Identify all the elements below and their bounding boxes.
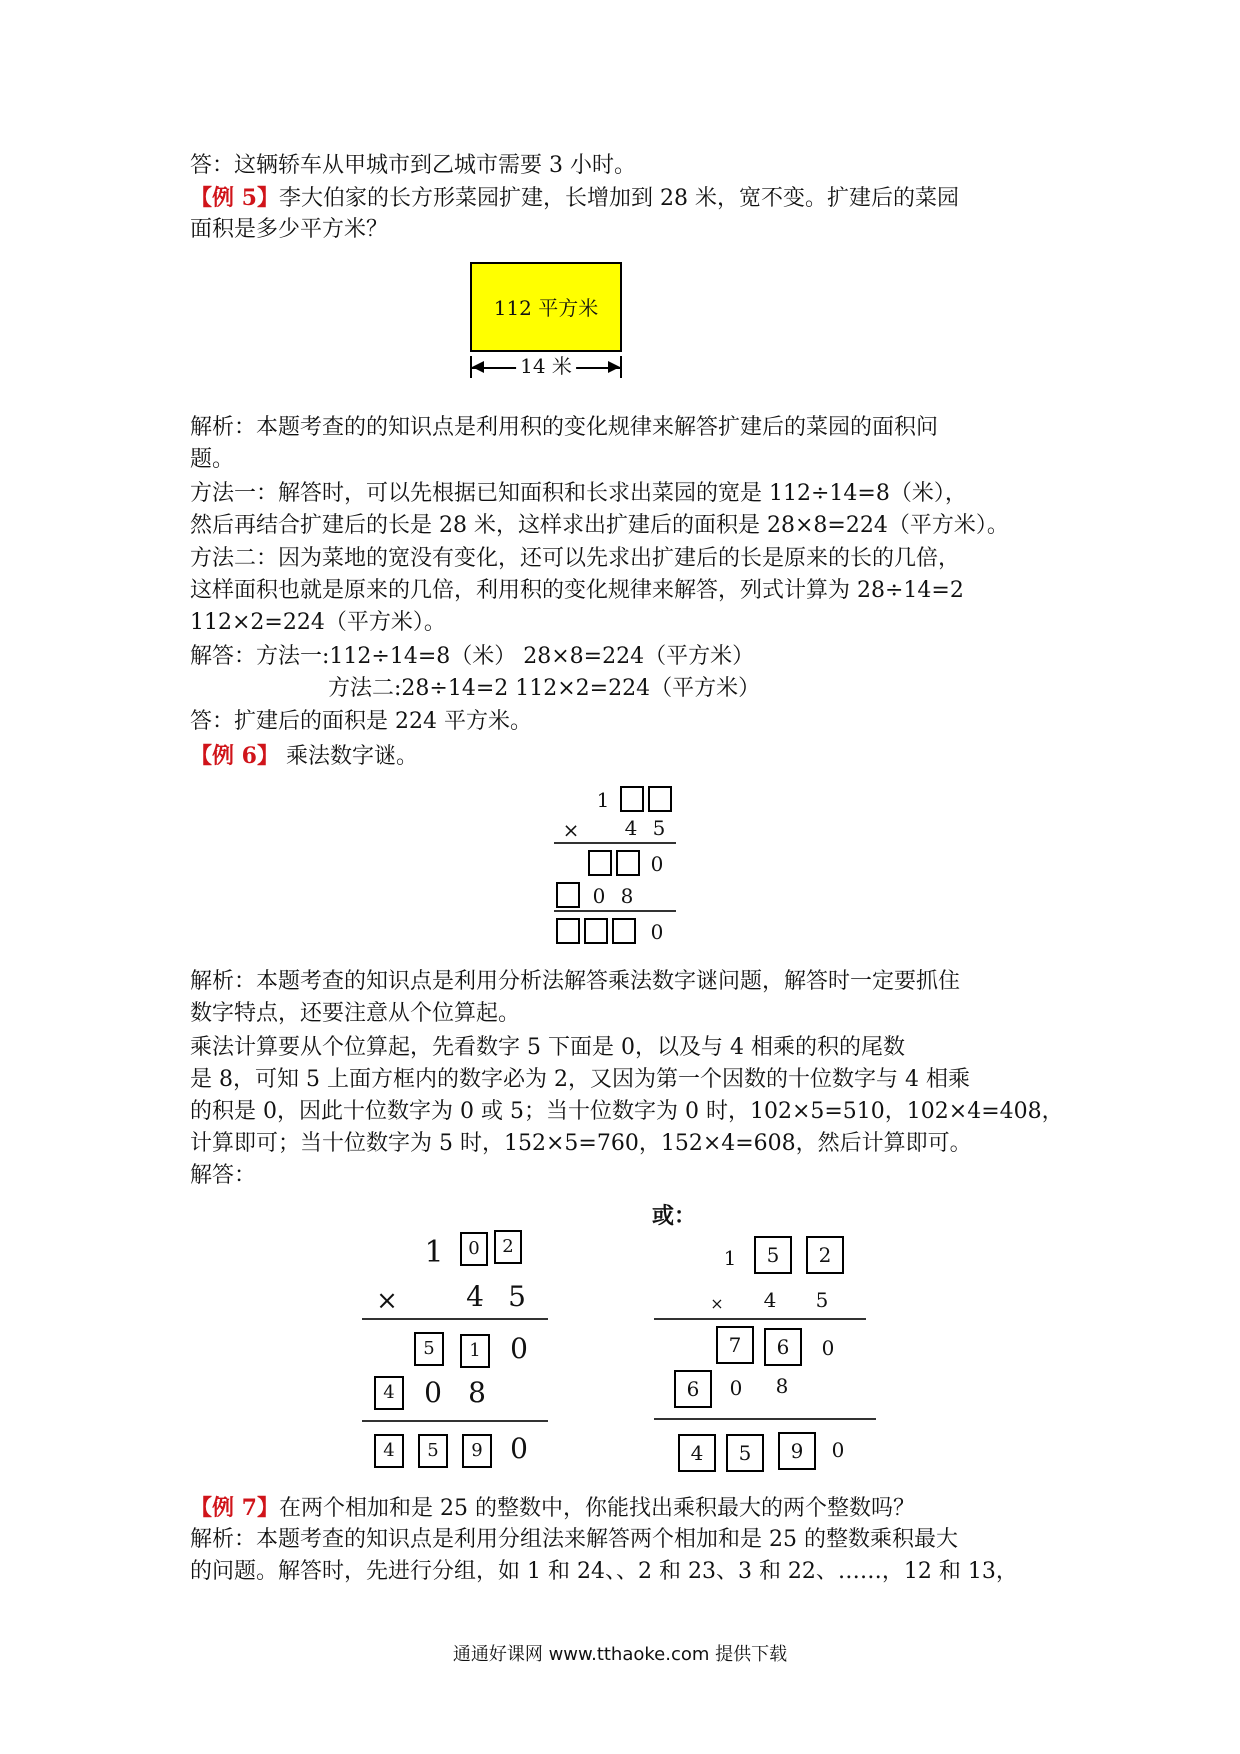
analysis6-line-2: 数字特点，还要注意从个位算起。 [190,1001,521,1026]
solution-rule [362,1420,548,1422]
puzzle-digit: 0 [592,884,606,908]
solution-digit: 0 [424,1376,442,1409]
method1-line-1: 方法一：解答时，可以先根据已知面积和长求出菜园的宽是 112÷14=8（米）， [190,481,967,506]
solution-digit: 4 [763,1288,777,1312]
solution-box: 5 [726,1434,764,1472]
solution-digit: 0 [510,1332,528,1365]
puzzle-box [556,882,580,908]
solution-box: 9 [462,1434,492,1468]
solution-sign: × [710,1294,724,1313]
method1-line-2: 然后再结合扩建后的长是 28 米，这样求出扩建后的面积是 28×8=224（平方米）。 [190,513,1009,538]
solution-rule [362,1318,548,1320]
solution-box: 6 [764,1328,802,1366]
solution-digit: 5 [815,1288,829,1312]
analysis6-line-6: 计算即可；当十位数字为 5 时，152×5=760，152×4=608，然后计算即可。 [190,1131,972,1156]
puzzle-box [588,850,612,876]
solution-line-2: 方法二:28÷14=2 112×2=224（平方米） [328,676,761,701]
solution-box: 4 [678,1434,716,1472]
solution-digit: 0 [831,1438,845,1462]
page-footer: 通通好课网 www.tthaoke.com 提供下载 [452,1644,788,1665]
example-tag: 【例 6】 [190,743,279,769]
solution-box: 2 [806,1236,844,1274]
solution-digit: 8 [468,1376,486,1409]
example-5-line: 【例 5】李大伯家的长方形菜园扩建，长增加到 28 米，宽不变。扩建后的菜园 [190,185,959,211]
puzzle-box [612,918,636,944]
analysis6-line-4: 是 8，可知 5 上面方框内的数字必为 2，又因为第一个因数的十位数字与 4 相乘 [190,1067,970,1092]
solution-box: 5 [414,1332,444,1366]
solution-box: 1 [460,1334,490,1368]
example-5-line-2: 面积是多少平方米？ [190,217,389,242]
solution-rule [654,1318,866,1320]
solution-box: 4 [374,1376,404,1410]
analysis6-line-1: 解析：本题考查的知识点是利用分析法解答乘法数字谜问题，解答时一定要抓住 [190,969,961,994]
answer6-label: 解答： [190,1163,257,1188]
puzzle-digit: 0 [650,852,664,876]
example-tag: 【例 5】 [190,185,279,211]
puzzle-rule [554,842,676,844]
analysis7-line-2: 的问题。解答时，先进行分组，如 1 和 24、、2 和 23、3 和 22、……，12 和 13， [190,1559,1018,1584]
example-tag: 【例 7】 [190,1495,279,1521]
solution-digit: 0 [821,1336,835,1360]
puzzle-digit: 0 [650,920,664,944]
puzzle-digit: 5 [652,816,666,840]
analysis7-line-1: 解析：本题考查的知识点是利用分组法来解答两个相加和是 25 的整数乘积最大 [190,1527,958,1552]
analysis6-line-5: 的积是 0，因此十位数字为 0 或 5；当十位数字为 0 时，102×5=510，102×4=408， [190,1099,1064,1124]
or-label: 或： [652,1203,697,1229]
solution-digit: 1 [723,1246,737,1270]
puzzle-digit: 1 [596,788,610,812]
puzzle-box [556,918,580,944]
puzzle-box [584,918,608,944]
solution-box: 6 [674,1370,712,1408]
solution-box: 7 [716,1326,754,1364]
analysis-line-1: 解析：本题考查的的知识点是利用积的变化规律来解答扩建后的菜园的面积问 [190,415,939,440]
area-label: 112 平方米 [493,296,599,320]
method2-line-2: 这样面积也就是原来的几倍，利用积的变化规律来解答，列式计算为 28÷14=2 [190,578,964,603]
puzzle-box [648,786,672,812]
solution-digit: 1 [424,1235,444,1270]
solution-box: 2 [494,1230,522,1264]
puzzle-box [620,786,644,812]
solution-box: 5 [754,1236,792,1274]
puzzle-digit: 8 [620,884,634,908]
puzzle-sign: × [562,818,580,842]
puzzle-box [616,850,640,876]
answer-line-1: 答：这辆轿车从甲城市到乙城市需要 3 小时。 [190,153,636,178]
method2-line-3: 112×2=224（平方米）。 [190,610,446,635]
answer-line-2: 答：扩建后的面积是 224 平方米。 [190,709,532,734]
solution-digit: 0 [510,1432,528,1465]
solution-box: 4 [374,1434,404,1468]
width-label: 14 米 [516,354,576,378]
solution-line-1: 解答：方法一:112÷14=8（米） 28×8=224（平方米） [190,644,755,669]
puzzle-rule [554,910,676,912]
solution-box: 5 [418,1434,448,1468]
solution-digit: 8 [775,1374,789,1398]
analysis-line-2: 题。 [190,447,235,472]
solution-digit: 0 [729,1376,743,1400]
width-dimension [470,356,622,380]
solution-digit: 5 [508,1280,526,1313]
solution-rule [654,1418,876,1420]
solution-digit: 4 [466,1280,484,1313]
garden-rectangle [470,262,622,352]
example-6-line: 【例 6】 乘法数字谜。 [190,743,418,769]
solution-sign: × [376,1286,398,1316]
method2-line-1: 方法二：因为菜地的宽没有变化，还可以先求出扩建后的长是原来的长的几倍， [190,546,961,571]
puzzle-digit: 4 [624,816,638,840]
example-7-line: 【例 7】在两个相加和是 25 的整数中，你能找出乘积最大的两个整数吗？ [190,1495,915,1521]
analysis6-line-3: 乘法计算要从个位算起，先看数字 5 下面是 0，以及与 4 相乘的积的尾数 [190,1035,905,1060]
solution-box: 9 [778,1432,816,1470]
solution-box: 0 [460,1232,488,1266]
